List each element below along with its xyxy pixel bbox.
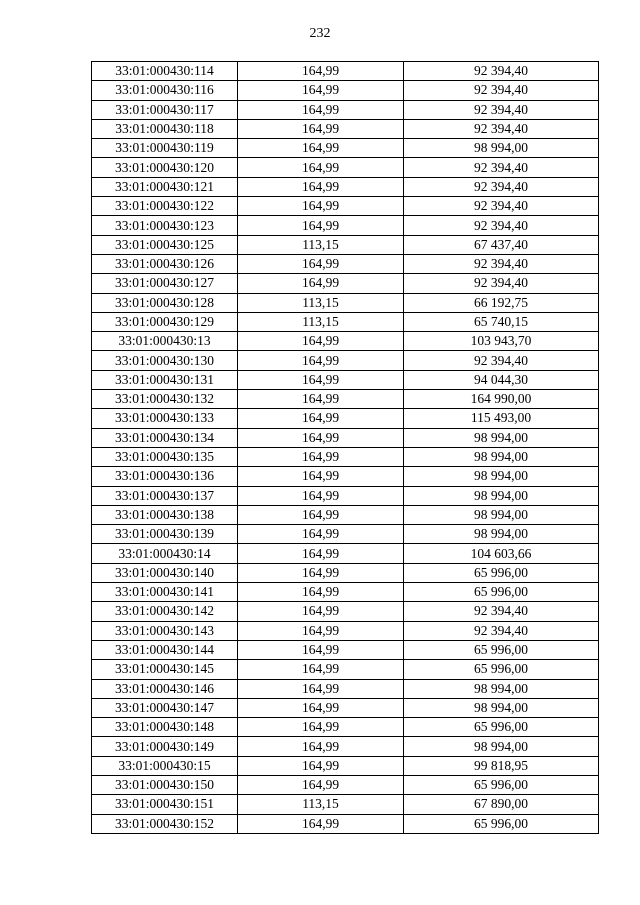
value-cell: 92 394,40 [404,100,599,119]
cadastral-number-cell: 33:01:000430:15 [92,756,238,775]
value-cell: 92 394,40 [404,351,599,370]
area-cell: 164,99 [238,698,404,717]
area-cell: 164,99 [238,447,404,466]
cadastral-number-cell: 33:01:000430:13 [92,332,238,351]
table-row [92,467,599,486]
area-cell: 164,99 [238,814,404,833]
value-cell: 66 192,75 [404,293,599,312]
table-row [92,814,599,833]
area-cell: 113,15 [238,293,404,312]
table-row [92,370,599,389]
cadastral-number-cell: 33:01:000430:127 [92,274,238,293]
value-cell: 98 994,00 [404,737,599,756]
value-cell: 104 603,66 [404,544,599,563]
table-row [92,409,599,428]
area-cell: 164,99 [238,756,404,775]
value-cell: 92 394,40 [404,177,599,196]
cadastral-number-cell: 33:01:000430:136 [92,467,238,486]
value-cell: 65 740,15 [404,312,599,331]
area-cell: 164,99 [238,409,404,428]
area-cell: 164,99 [238,602,404,621]
table-row [92,756,599,775]
cadastral-number-cell: 33:01:000430:152 [92,814,238,833]
table-row [92,62,599,81]
area-cell: 113,15 [238,795,404,814]
value-cell: 92 394,40 [404,119,599,138]
area-cell: 164,99 [238,428,404,447]
area-cell: 164,99 [238,775,404,794]
cadastral-number-cell: 33:01:000430:138 [92,505,238,524]
table-row [92,254,599,273]
cadastral-number-cell: 33:01:000430:151 [92,795,238,814]
table-row [92,447,599,466]
value-cell: 67 890,00 [404,795,599,814]
value-cell: 92 394,40 [404,602,599,621]
value-cell: 65 996,00 [404,563,599,582]
area-cell: 164,99 [238,525,404,544]
table-row [92,158,599,177]
cadastral-number-cell: 33:01:000430:145 [92,660,238,679]
table-row [92,139,599,158]
table-row [92,332,599,351]
cadastral-number-cell: 33:01:000430:122 [92,197,238,216]
area-cell: 164,99 [238,62,404,81]
area-cell: 164,99 [238,100,404,119]
table-row [92,775,599,794]
table-row [92,505,599,524]
cadastral-number-cell: 33:01:000430:148 [92,718,238,737]
cadastral-number-cell: 33:01:000430:131 [92,370,238,389]
cadastral-number-cell: 33:01:000430:140 [92,563,238,582]
table-row [92,544,599,563]
table-row [92,486,599,505]
table-body [92,62,599,834]
cadastral-number-cell: 33:01:000430:132 [92,390,238,409]
page-number: 232 [309,26,331,41]
area-cell: 164,99 [238,370,404,389]
area-cell: 164,99 [238,505,404,524]
cadastral-number-cell: 33:01:000430:150 [92,775,238,794]
cadastral-number-cell: 33:01:000430:120 [92,158,238,177]
table-row [92,795,599,814]
table-row [92,235,599,254]
value-cell: 92 394,40 [404,216,599,235]
area-cell: 164,99 [238,583,404,602]
area-cell: 164,99 [238,119,404,138]
value-cell: 99 818,95 [404,756,599,775]
table-row [92,525,599,544]
area-cell: 164,99 [238,640,404,659]
cadastral-number-cell: 33:01:000430:117 [92,100,238,119]
cadastral-number-cell: 33:01:000430:137 [92,486,238,505]
area-cell: 164,99 [238,737,404,756]
table-row [92,428,599,447]
cadastral-number-cell: 33:01:000430:126 [92,254,238,273]
table-row [92,698,599,717]
table-row [92,312,599,331]
value-cell: 67 437,40 [404,235,599,254]
area-cell: 164,99 [238,81,404,100]
cadastral-number-cell: 33:01:000430:125 [92,235,238,254]
cadastral-number-cell: 33:01:000430:14 [92,544,238,563]
area-cell: 164,99 [238,467,404,486]
area-cell: 164,99 [238,621,404,640]
cadastral-number-cell: 33:01:000430:133 [92,409,238,428]
area-cell: 164,99 [238,158,404,177]
value-cell: 98 994,00 [404,467,599,486]
area-cell: 113,15 [238,312,404,331]
table-row [92,679,599,698]
table-row [92,81,599,100]
value-cell: 98 994,00 [404,447,599,466]
cadastral-number-cell: 33:01:000430:142 [92,602,238,621]
value-cell: 115 493,00 [404,409,599,428]
table-row [92,351,599,370]
table-row [92,274,599,293]
table-row [92,100,599,119]
cadastral-number-cell: 33:01:000430:128 [92,293,238,312]
value-cell: 65 996,00 [404,640,599,659]
area-cell: 164,99 [238,254,404,273]
area-cell: 164,99 [238,351,404,370]
area-cell: 164,99 [238,563,404,582]
table-row [92,177,599,196]
value-cell: 103 943,70 [404,332,599,351]
table-row [92,390,599,409]
cadastral-number-cell: 33:01:000430:121 [92,177,238,196]
cadastral-number-cell: 33:01:000430:146 [92,679,238,698]
value-cell: 92 394,40 [404,197,599,216]
value-cell: 98 994,00 [404,139,599,158]
area-cell: 164,99 [238,274,404,293]
data-table [91,61,599,834]
value-cell: 65 996,00 [404,583,599,602]
area-cell: 164,99 [238,486,404,505]
value-cell: 94 044,30 [404,370,599,389]
value-cell: 92 394,40 [404,621,599,640]
area-cell: 164,99 [238,390,404,409]
cadastral-number-cell: 33:01:000430:114 [92,62,238,81]
table-row [92,583,599,602]
table-row [92,660,599,679]
table-row [92,293,599,312]
table-row [92,216,599,235]
value-cell: 65 996,00 [404,814,599,833]
value-cell: 98 994,00 [404,679,599,698]
value-cell: 92 394,40 [404,158,599,177]
cadastral-number-cell: 33:01:000430:130 [92,351,238,370]
table-row [92,119,599,138]
value-cell: 65 996,00 [404,718,599,737]
area-cell: 164,99 [238,718,404,737]
cadastral-number-cell: 33:01:000430:129 [92,312,238,331]
cadastral-number-cell: 33:01:000430:147 [92,698,238,717]
value-cell: 98 994,00 [404,698,599,717]
value-cell: 65 996,00 [404,660,599,679]
cadastral-number-cell: 33:01:000430:135 [92,447,238,466]
cadastral-number-cell: 33:01:000430:134 [92,428,238,447]
area-cell: 164,99 [238,660,404,679]
table-row [92,640,599,659]
value-cell: 164 990,00 [404,390,599,409]
table-row [92,563,599,582]
cadastral-number-cell: 33:01:000430:118 [92,119,238,138]
area-cell: 113,15 [238,235,404,254]
cadastral-number-cell: 33:01:000430:119 [92,139,238,158]
area-cell: 164,99 [238,544,404,563]
table-row [92,718,599,737]
area-cell: 164,99 [238,197,404,216]
value-cell: 92 394,40 [404,254,599,273]
value-cell: 92 394,40 [404,81,599,100]
table-row [92,197,599,216]
table-row [92,621,599,640]
area-cell: 164,99 [238,332,404,351]
cadastral-number-cell: 33:01:000430:123 [92,216,238,235]
table-row [92,602,599,621]
value-cell: 65 996,00 [404,775,599,794]
area-cell: 164,99 [238,139,404,158]
value-cell: 98 994,00 [404,505,599,524]
value-cell: 92 394,40 [404,274,599,293]
table-row [92,737,599,756]
cadastral-number-cell: 33:01:000430:149 [92,737,238,756]
area-cell: 164,99 [238,177,404,196]
value-cell: 98 994,00 [404,428,599,447]
cadastral-number-cell: 33:01:000430:143 [92,621,238,640]
value-cell: 98 994,00 [404,486,599,505]
cadastral-number-cell: 33:01:000430:141 [92,583,238,602]
area-cell: 164,99 [238,216,404,235]
area-cell: 164,99 [238,679,404,698]
cadastral-number-cell: 33:01:000430:139 [92,525,238,544]
value-cell: 92 394,40 [404,62,599,81]
cadastral-number-cell: 33:01:000430:116 [92,81,238,100]
value-cell: 98 994,00 [404,525,599,544]
cadastral-number-cell: 33:01:000430:144 [92,640,238,659]
